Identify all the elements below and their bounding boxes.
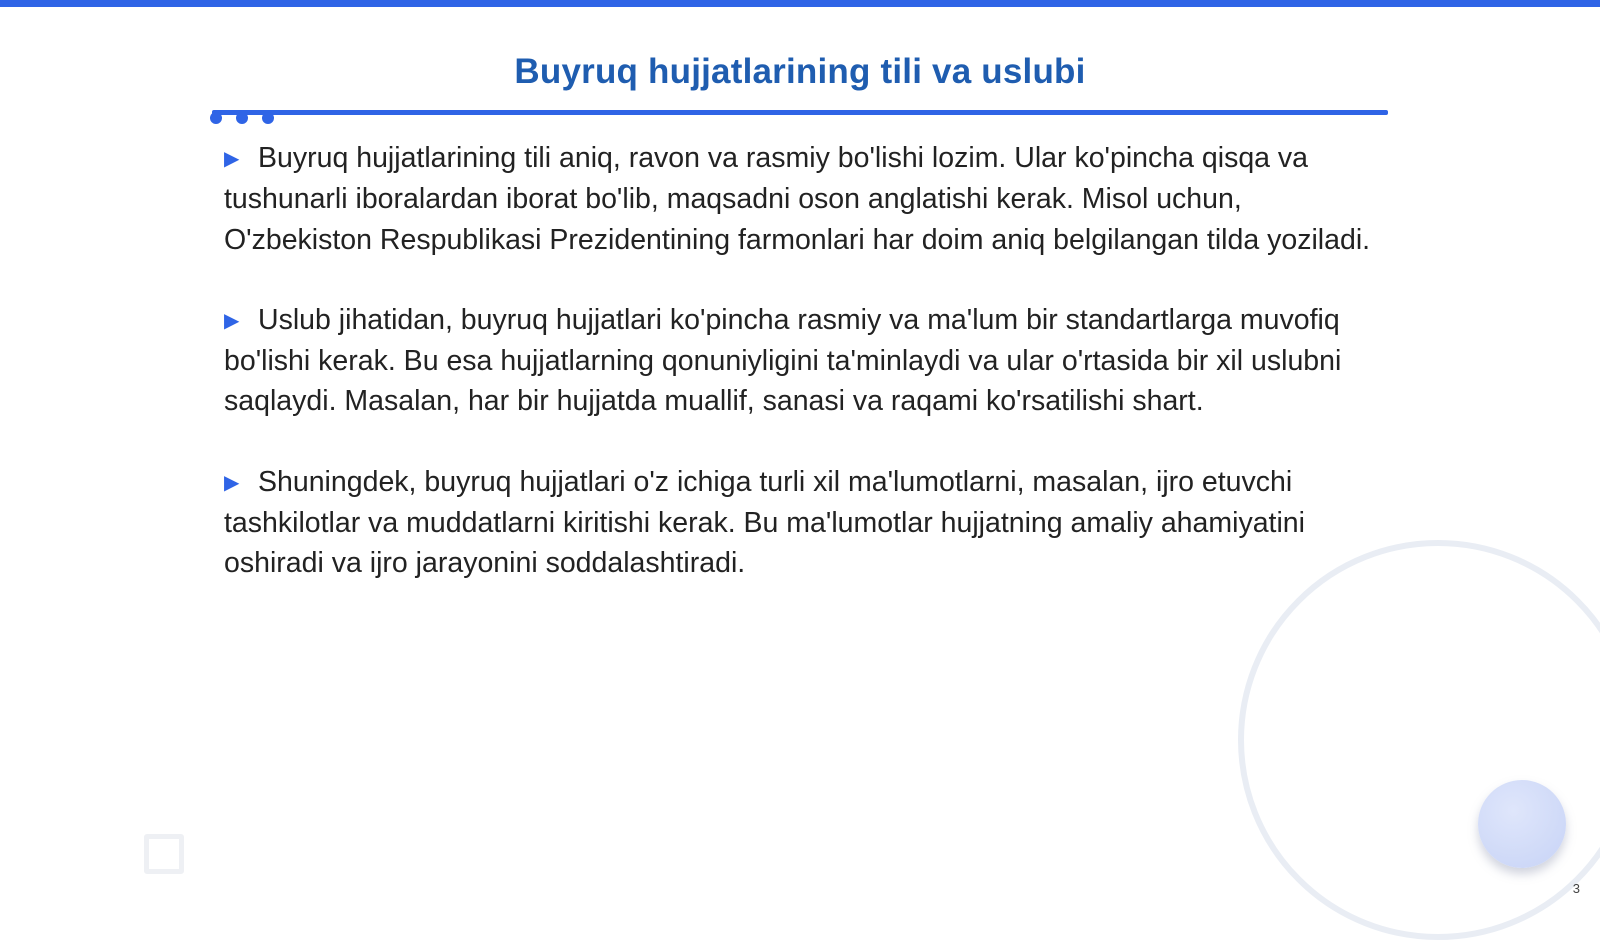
slide-title: Buyruq hujjatlarining tili va uslubi bbox=[514, 52, 1086, 91]
paragraph-text: Buyruq hujjatlarining tili aniq, ravon va rasmiy bo'lishi lozim. Ular ko'pincha qisqa va tushunarli iboralardan iborat bo'lib, maqsadni oson anglatishi kerak. Misol uchun, O'zbekiston Respublikasi Prezidentining farmonlari har doim aniq belgilangan tilda yoziladi. bbox=[224, 142, 1371, 256]
top-accent-bar bbox=[0, 0, 1600, 7]
bullet-paragraph-2 bbox=[224, 300, 1386, 422]
triangle-bullet-icon: ▶ bbox=[224, 471, 240, 494]
bullet-paragraph-1 bbox=[224, 138, 1386, 260]
underline-dot bbox=[210, 112, 222, 124]
bullet-list bbox=[224, 138, 1386, 624]
bullet-paragraph-3 bbox=[224, 462, 1386, 584]
decorative-sphere bbox=[1478, 780, 1566, 868]
paragraph-text: Shuningdek, buyruq hujjatlari o'z ichiga turli xil ma'lumotlarni, masalan, ijro etuvchi tashkilotlar va muddatlarni kiritishi kerak. Bu ma'lumotlar hujjatning amaliy ahamiyatini oshiradi va ijro jarayonini soddalashtiradi. bbox=[224, 465, 1305, 580]
underline-dot bbox=[262, 112, 274, 124]
triangle-bullet-icon: ▶ bbox=[224, 148, 240, 170]
title-underline bbox=[212, 110, 1388, 115]
triangle-bullet-icon: ▶ bbox=[224, 309, 240, 332]
decorative-square bbox=[144, 834, 184, 874]
paragraph-text: Uslub jihatidan, buyruq hujjatlari ko'pincha rasmiy va ma'lum bir standartlarga muvofiq bo'lishi kerak. Bu esa hujjatlarning qonuniyligini ta'minlaydi va ular o'rtasida bir xil uslubni saqlaydi. Masalan, har bir hujjatda muallif, sanasi va raqami ko'rsatilishi shart. bbox=[224, 303, 1342, 418]
slide-number: 3 bbox=[1572, 881, 1580, 896]
underline-dot bbox=[236, 112, 248, 124]
